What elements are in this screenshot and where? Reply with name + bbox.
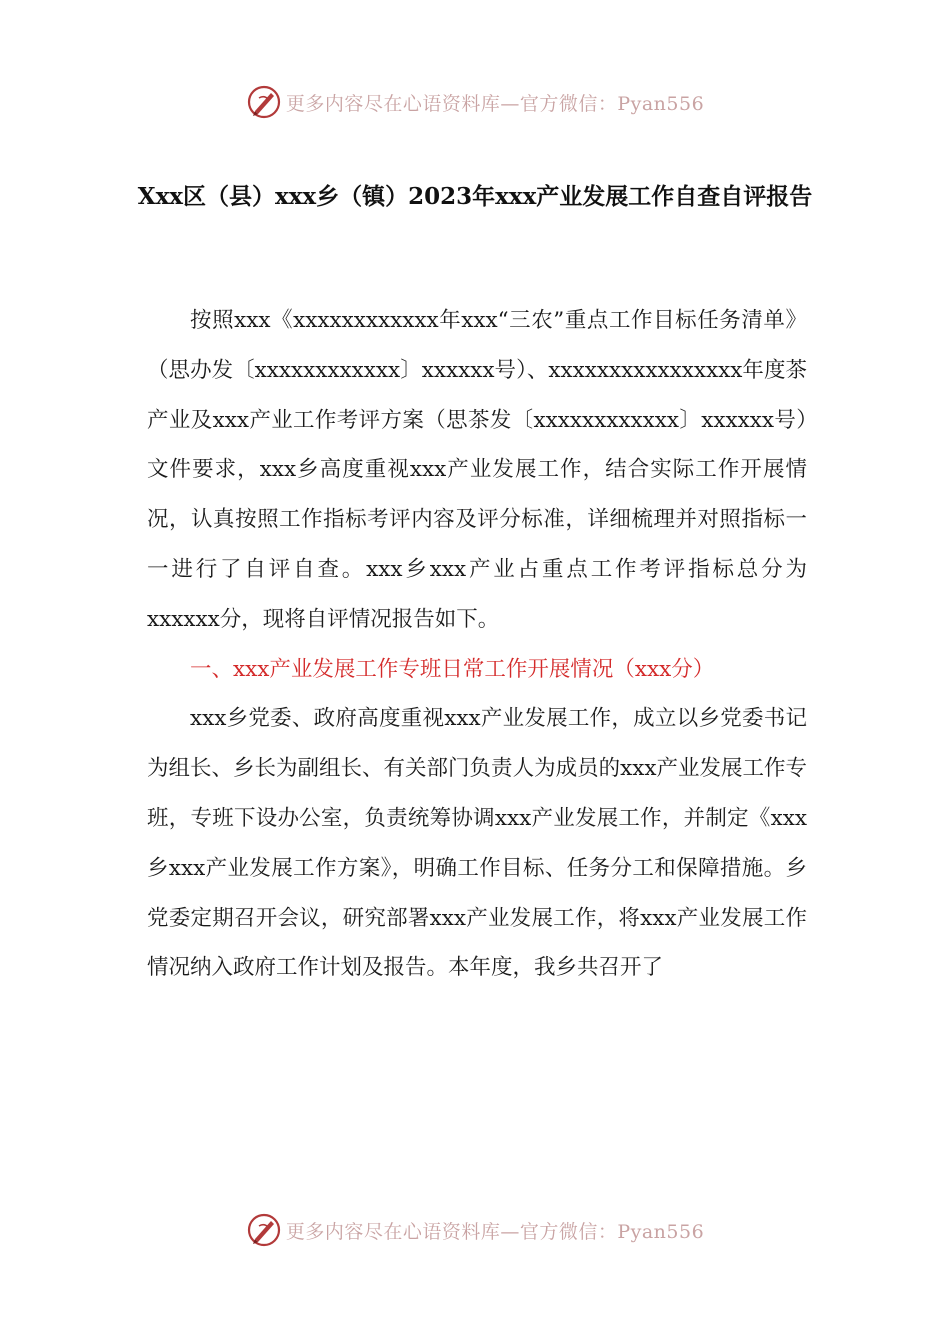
watermark-text: 更多内容尽在心语资料库—官方微信：Pyan556 <box>285 1220 705 1243</box>
header-watermark <box>0 82 950 122</box>
footer-watermark <box>0 1210 950 1250</box>
intro-paragraph: 按照xxx《xxxxxxxxxxxx年xxx“三农”重点工作目标任务清单》（思办发〔xxxxxxxxxxxx〕xxxxxx号）、xxxxxxxxxxxxxxxx年度茶产业及xxx产业工作考评方案（思茶发〔xxxxxxxxxxxx〕xxxxxx号）文件要求，xxx乡高度重视xxx产业发展工作，结合实际工作开展情况，认真按照工作指标考评内容及评分标准，详细梳理并对照指标一一进行了自评自查。xxx乡xxx产业占重点工作考评指标总分为xxxxxx分，现将自评情况报告如下。 <box>147 308 807 632</box>
pen-logo-icon <box>246 84 282 120</box>
body-paragraph: xxx乡党委、政府高度重视xxx产业发展工作，成立以乡党委书记为组长、乡长为副组长、有关部门负责人为成员的xxx产业发展工作专班，专班下设办公室，负责统筹协调xxx产业发展工作，并制定《xxx乡xxx产业发展工作方案》，明确工作目标、任务分工和保障措施。乡党委定期召开会议，研究部署xxx产业发展工作，将xxx产业发展工作情况纳入政府工作计划及报告。本年度，我乡共召开了 <box>147 706 807 981</box>
section-heading-1: 一、xxx产业发展工作专班日常工作开展情况（xxx分） <box>190 656 715 682</box>
watermark-text: 更多内容尽在心语资料库—官方微信：Pyan556 <box>285 92 705 115</box>
document-title: Xxx区（县）xxx乡（镇）2023年xxx产业发展工作自查自评报告 <box>137 183 813 210</box>
pen-logo-icon <box>246 1212 282 1248</box>
document-body <box>147 296 807 993</box>
